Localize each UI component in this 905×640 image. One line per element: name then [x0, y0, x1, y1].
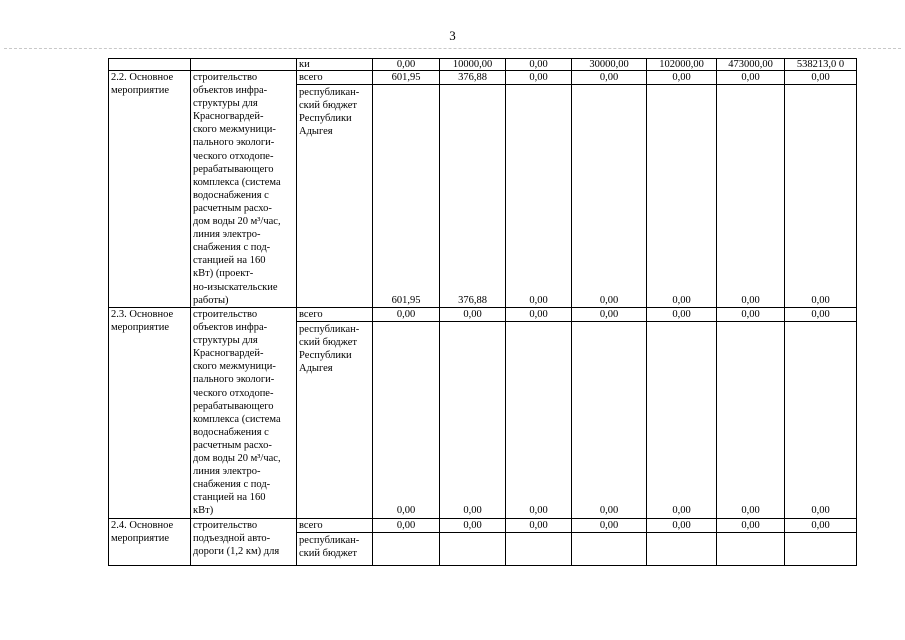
cell-value — [647, 518, 717, 565]
description-line: линия электро- — [193, 466, 261, 478]
cell-value — [717, 71, 785, 308]
page-number: 3 — [449, 28, 456, 43]
description-line: структуры для — [193, 98, 258, 110]
budget-value: 0,00 — [599, 294, 619, 306]
sub-divider — [647, 84, 717, 307]
cell-value — [572, 518, 647, 565]
description-line: пального экологи- — [193, 137, 275, 149]
description-line: комплекса (система — [193, 176, 281, 188]
table-row — [109, 518, 857, 565]
budget-value: 601,95 — [391, 294, 421, 306]
description-line: строительство — [193, 72, 258, 83]
total-value: 0,00 — [529, 519, 548, 531]
budget-value: 0,00 — [672, 294, 691, 306]
sub-divider — [572, 84, 647, 307]
activity-description — [191, 518, 297, 565]
cell-value: 473000,00 — [717, 59, 785, 71]
funding-source — [297, 518, 373, 565]
description-line: подъездной авто- — [193, 532, 271, 544]
cell-value: 30000,00 — [572, 59, 647, 71]
sub-divider — [647, 532, 717, 565]
activity-title: 2.3. Основное мероприятие — [109, 308, 191, 519]
sub-divider — [785, 84, 857, 307]
sub-divider — [785, 532, 857, 565]
total-value: 0,00 — [741, 519, 760, 531]
source-sub-label: республикан-ский бюджет Республики Адыгея — [297, 321, 373, 375]
budget-value: 0,00 — [672, 505, 691, 517]
description-line: пального экологи- — [193, 374, 275, 386]
description-line: строительство — [193, 309, 258, 320]
budget-value: 376,88 — [458, 294, 487, 306]
description-line: водоснабжения с — [193, 426, 269, 438]
sub-divider — [506, 321, 572, 517]
sub-divider — [440, 84, 506, 307]
description-line: комплекса (система — [193, 413, 281, 425]
source-total-label: всего — [299, 519, 323, 531]
total-value: 0,00 — [463, 519, 482, 531]
cell-value — [572, 71, 647, 308]
sub-divider — [717, 321, 785, 517]
description-line: объектов инфра- — [193, 85, 268, 97]
budget-value: 0,00 — [811, 294, 830, 306]
description-line: снабжения с под- — [193, 242, 271, 254]
sub-divider — [506, 84, 572, 307]
activity-description — [191, 71, 297, 308]
description-line: но-изыскательские — [193, 281, 278, 293]
source-total-label: всего — [299, 72, 323, 83]
cell-value — [440, 308, 506, 519]
cell-value — [785, 71, 857, 308]
source-sub-label: республикан-ский бюджет Республики Адыгея — [297, 84, 373, 138]
description-line: снабжения с под- — [193, 479, 271, 491]
cell-value — [717, 308, 785, 519]
total-value: 0,00 — [529, 309, 548, 320]
total-value: 0,00 — [396, 309, 416, 320]
total-value: 0,00 — [672, 519, 691, 531]
budget-value: 0,00 — [529, 505, 548, 517]
description-line: Красногвардей- — [193, 111, 264, 123]
cell-value: 0,00 — [373, 59, 440, 71]
total-value: 0,00 — [599, 519, 619, 531]
cell-value — [647, 71, 717, 308]
activity-title: 2.4. Основное мероприятие — [109, 518, 191, 565]
total-value: 376,88 — [458, 72, 487, 83]
cell-value — [572, 308, 647, 519]
description-line: ческого отходопе- — [193, 150, 274, 162]
activity-description — [191, 308, 297, 519]
cell-value — [373, 308, 440, 519]
activity-rows — [109, 71, 857, 566]
cell-value — [440, 71, 506, 308]
description-line: ского межмуници- — [193, 124, 276, 136]
description-line: рерабатывающего — [193, 400, 274, 412]
sub-divider — [440, 321, 506, 517]
cell-value — [373, 518, 440, 565]
total-value: 0,00 — [672, 72, 691, 83]
description-line: станцией на 160 — [193, 255, 266, 267]
total-value: 0,00 — [599, 72, 619, 83]
budget-value: 0,00 — [741, 505, 760, 517]
cell-value — [373, 71, 440, 308]
table-row — [109, 71, 857, 308]
total-value: 0,00 — [463, 309, 482, 320]
sub-divider — [373, 321, 440, 517]
cell-value — [506, 71, 572, 308]
activity-title: 2.2. Основное мероприятие — [109, 71, 191, 308]
description-line: кВт) — [193, 505, 214, 517]
total-value: 0,00 — [741, 72, 760, 83]
total-value: 0,00 — [529, 72, 548, 83]
budget-value: 0,00 — [811, 505, 830, 517]
description-line: объектов инфра- — [193, 322, 268, 334]
description-line: водоснабжения с — [193, 189, 269, 201]
sub-divider — [717, 84, 785, 307]
cell-value — [785, 308, 857, 519]
budget-value: 0,00 — [741, 294, 760, 306]
sub-divider — [440, 532, 506, 565]
source-total-label: всего — [299, 309, 323, 320]
sub-divider — [373, 532, 440, 565]
table-row — [109, 308, 857, 519]
description-line: расчетным расхо- — [193, 439, 272, 451]
cell-value — [506, 308, 572, 519]
cell-empty — [191, 59, 297, 71]
cell-value: 10000,00 — [440, 59, 506, 71]
total-value: 0,00 — [741, 309, 760, 320]
sub-divider — [572, 532, 647, 565]
description-line: дом воды 20 м³/час, — [193, 453, 281, 465]
cell-value — [717, 518, 785, 565]
total-value: 0,00 — [811, 309, 830, 320]
cell-value — [785, 518, 857, 565]
funding-source — [297, 308, 373, 519]
total-value: 601,95 — [391, 72, 421, 83]
table-row-continuation — [109, 59, 857, 71]
cell-value: 102000,00 — [647, 59, 717, 71]
total-value: 0,00 — [811, 72, 830, 83]
description-line: линия электро- — [193, 229, 261, 241]
budget-table — [108, 58, 857, 566]
description-line: структуры для — [193, 335, 258, 347]
description-line: кВт) (проект- — [193, 268, 254, 280]
funding-source — [297, 71, 373, 308]
sub-divider — [373, 84, 440, 307]
cell-value: 538213,0 0 — [785, 59, 857, 71]
sub-divider — [572, 321, 647, 517]
description-line: ческого отходопе- — [193, 387, 274, 399]
cell-value — [647, 308, 717, 519]
budget-value: 0,00 — [599, 505, 619, 517]
total-value: 0,00 — [672, 309, 691, 320]
sub-divider — [506, 532, 572, 565]
cell-value — [506, 518, 572, 565]
description-line: строительство — [193, 519, 258, 531]
budget-value: 0,00 — [529, 294, 548, 306]
description-line: работы) — [193, 294, 229, 306]
cell-value — [440, 518, 506, 565]
sub-divider — [717, 532, 785, 565]
total-value: 0,00 — [811, 519, 830, 531]
description-line: рерабатывающего — [193, 163, 274, 175]
description-line: дороги (1,2 км) для — [193, 545, 280, 557]
description-line: дом воды 20 м³/час, — [193, 216, 281, 228]
description-line: станцией на 160 — [193, 492, 266, 504]
cell-value: 0,00 — [506, 59, 572, 71]
cell-source: ки — [297, 59, 373, 71]
budget-value: 0,00 — [463, 505, 482, 517]
scan-artifact-line — [4, 44, 901, 49]
description-line: Красногвардей- — [193, 348, 264, 360]
cell-empty — [109, 59, 191, 71]
total-value: 0,00 — [396, 519, 416, 531]
budget-value: 0,00 — [396, 505, 416, 517]
description-line: расчетным расхо- — [193, 202, 272, 214]
sub-divider — [785, 321, 857, 517]
source-sub-label: республикан-ский бюджет — [297, 532, 373, 560]
sub-divider — [647, 321, 717, 517]
total-value: 0,00 — [599, 309, 619, 320]
description-line: ского межмуници- — [193, 361, 276, 373]
